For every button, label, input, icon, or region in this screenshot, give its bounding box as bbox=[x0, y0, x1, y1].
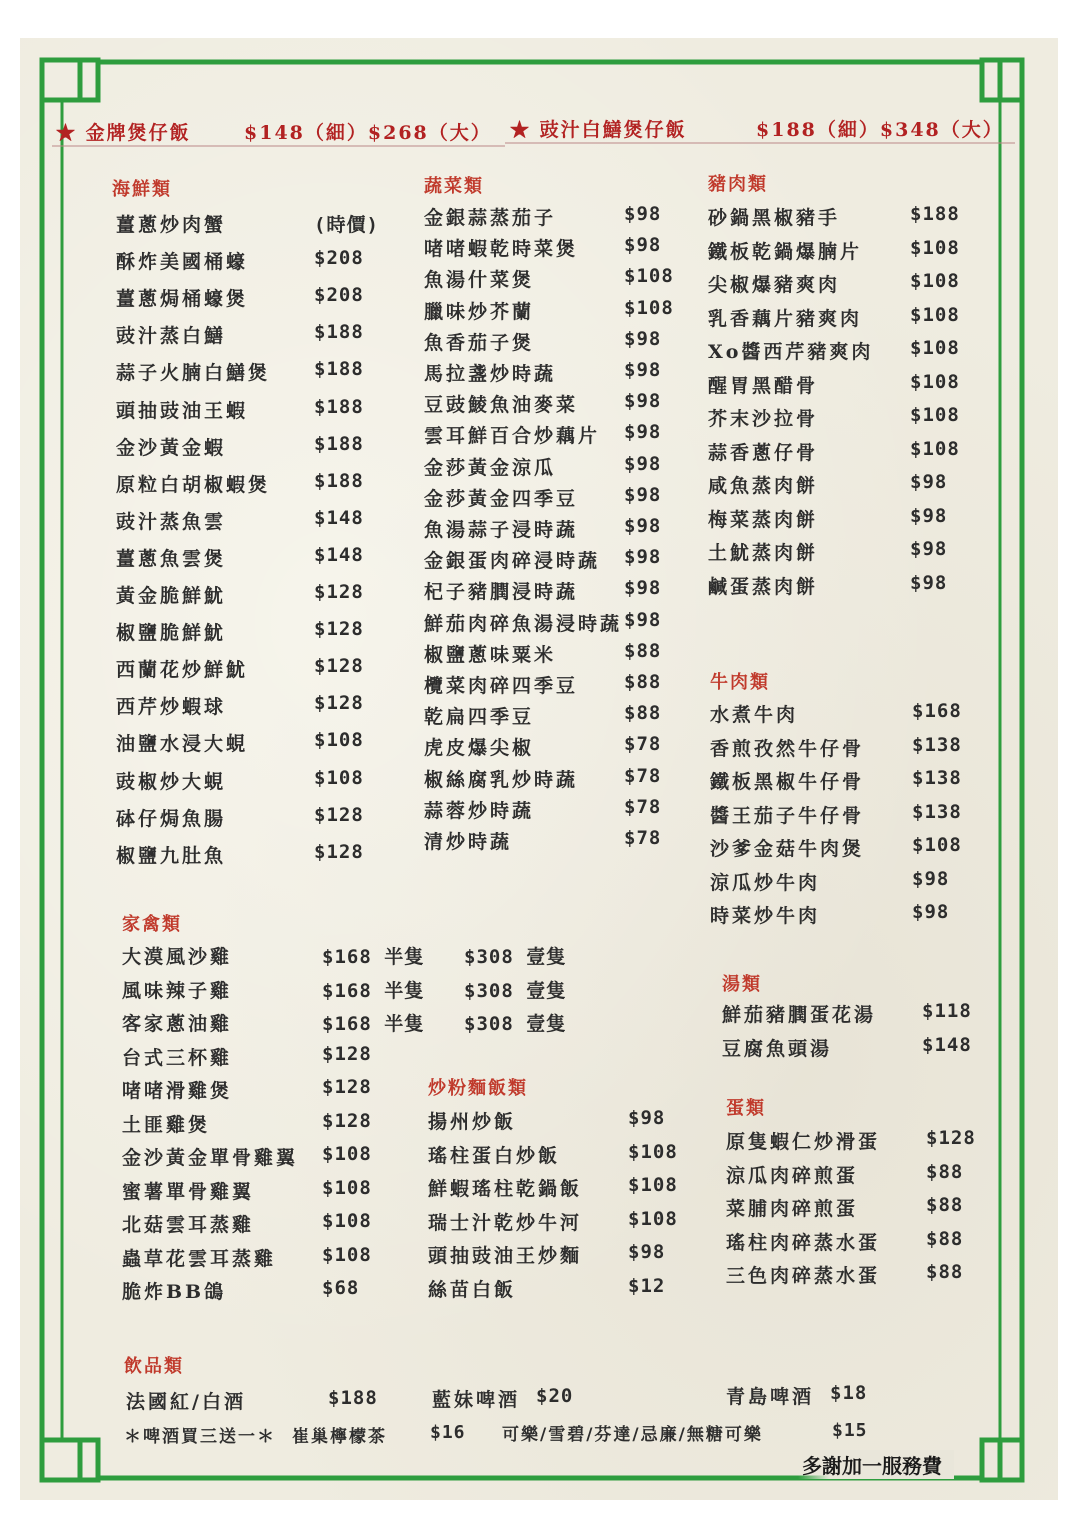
menu-item-name: 涼瓜肉碎煎蛋 bbox=[726, 1165, 859, 1187]
menu-item-price: $128 bbox=[322, 1110, 372, 1132]
menu-item-name: 鮮茄豬膶蛋花湯 bbox=[722, 1004, 877, 1026]
menu-item-name: 豉汁蒸魚雲 bbox=[116, 511, 227, 533]
menu-item-name: 揚州炒飯 bbox=[428, 1111, 517, 1133]
menu-item-price: $128 bbox=[314, 841, 364, 863]
menu-item-price: $88 bbox=[624, 671, 662, 693]
menu-item-price: $98 bbox=[624, 546, 662, 568]
menu-item-price: $188 bbox=[910, 203, 960, 225]
menu-item-price: $188 bbox=[314, 321, 364, 343]
menu-item-name: 金沙黃金單骨雞翼 bbox=[122, 1147, 299, 1169]
menu-item-name: 西蘭花炒鮮魷 bbox=[116, 659, 249, 681]
service-charge-note: 多謝加一服務費 bbox=[798, 1450, 954, 1479]
menu-item-price: $78 bbox=[624, 765, 662, 787]
menu-item-price: $98 bbox=[628, 1107, 666, 1129]
menu-item-name: 原粒白胡椒蝦煲 bbox=[116, 474, 271, 496]
menu-item-price: $128 bbox=[314, 581, 364, 603]
section-title-pork: 豬肉類 bbox=[708, 174, 768, 195]
drink-tea-name: 崔巢檸檬茶 bbox=[292, 1427, 387, 1447]
menu-item-price: $108 bbox=[910, 371, 960, 393]
menu-item-name: 醬王茄子牛仔骨 bbox=[710, 805, 865, 827]
menu-item-name: 香煎孜然牛仔骨 bbox=[710, 738, 865, 760]
menu-item-price: $88 bbox=[926, 1161, 964, 1183]
section-title-soup: 湯類 bbox=[722, 974, 762, 995]
header-item-2 bbox=[510, 115, 687, 142]
menu-item-name: 金莎黃金涼瓜 bbox=[424, 457, 557, 479]
menu-item-price-whole: $308 壹隻 bbox=[464, 946, 567, 968]
menu-item-name: 金銀蛋肉碎浸時蔬 bbox=[424, 550, 601, 572]
menu-item-name: 乾扁四季豆 bbox=[424, 706, 535, 728]
menu-item-name: 鐵板黑椒牛仔骨 bbox=[710, 771, 865, 793]
menu-item-price: $88 bbox=[926, 1228, 964, 1250]
drink-wine-price: $188 bbox=[328, 1387, 378, 1409]
drink-beer1-name: 藍妹啤酒 bbox=[432, 1389, 521, 1411]
menu-item-price: $108 bbox=[628, 1141, 678, 1163]
menu-item-name: 絲苗白飯 bbox=[428, 1279, 517, 1301]
menu-item-name: 砵仔焗魚腸 bbox=[116, 808, 227, 830]
menu-item-name: 清炒時蔬 bbox=[424, 831, 513, 853]
menu-item-name: 水煮牛肉 bbox=[710, 704, 799, 726]
menu-item-price: $168 半隻 bbox=[322, 980, 425, 1002]
drink-promo: ＊啤酒買三送一＊ bbox=[124, 1427, 276, 1447]
menu-item-price: $68 bbox=[322, 1277, 360, 1299]
menu-item-price: $128 bbox=[314, 618, 364, 640]
menu-item-name: 沙爹金菇牛肉煲 bbox=[710, 838, 865, 860]
menu-item-price: $108 bbox=[624, 265, 674, 287]
menu-item-name: 臘味炒芥蘭 bbox=[424, 301, 535, 323]
menu-item-price: $138 bbox=[912, 734, 962, 756]
menu-item-price: $98 bbox=[912, 901, 950, 923]
menu-item-price: $108 bbox=[910, 270, 960, 292]
menu-item-price: $118 bbox=[922, 1000, 972, 1022]
menu-item-price: $108 bbox=[314, 767, 364, 789]
menu-item-name: 金沙黃金蝦 bbox=[116, 437, 227, 459]
menu-item-price: $98 bbox=[912, 868, 950, 890]
menu-item-name: 鹹蛋蒸肉餅 bbox=[708, 576, 819, 598]
drink-wine-name: 法國紅/白酒 bbox=[126, 1391, 246, 1413]
menu-item-name: 尖椒爆豬爽肉 bbox=[708, 274, 841, 296]
menu-item-name: 涼瓜炒牛肉 bbox=[710, 872, 821, 894]
menu-item-name: 薑蔥焗桶蠔煲 bbox=[116, 288, 249, 310]
menu-item-price: $188 bbox=[314, 470, 364, 492]
menu-item-price: $78 bbox=[624, 796, 662, 818]
menu-item-price: $108 bbox=[322, 1177, 372, 1199]
section-title-eggs: 蛋類 bbox=[726, 1098, 766, 1119]
menu-item-name: 魚香茄子煲 bbox=[424, 332, 535, 354]
header-item-1-price: $148（細）$268（大） bbox=[244, 122, 492, 144]
menu-item-price: $208 bbox=[314, 284, 364, 306]
menu-item-name: 鐵板乾鍋爆腩片 bbox=[708, 241, 863, 263]
menu-item-name: 蟲草花雲耳蒸雞 bbox=[122, 1248, 277, 1270]
menu-item-price: $108 bbox=[912, 834, 962, 856]
menu-item-price: $128 bbox=[322, 1043, 372, 1065]
header-item-1 bbox=[56, 118, 191, 145]
menu-item-price: $108 bbox=[910, 304, 960, 326]
menu-item-name: 魚湯蒜子浸時蔬 bbox=[424, 519, 579, 541]
menu-item-price: $208 bbox=[314, 247, 364, 269]
menu-item-name: 瑤柱蛋白炒飯 bbox=[428, 1145, 561, 1167]
menu-item-price: $148 bbox=[314, 544, 364, 566]
menu-item-name: 椒絲腐乳炒時蔬 bbox=[424, 769, 579, 791]
menu-item-name: 金莎黃金四季豆 bbox=[424, 488, 579, 510]
menu-item-name: 薑蔥魚雲煲 bbox=[116, 548, 227, 570]
menu-item-price: $148 bbox=[922, 1034, 972, 1056]
menu-item-name: 咸魚蒸肉餅 bbox=[708, 475, 819, 497]
section-title-poultry: 家禽類 bbox=[122, 914, 182, 935]
menu-item-price: $98 bbox=[624, 421, 662, 443]
menu-item-price-whole: $308 壹隻 bbox=[464, 980, 567, 1002]
menu-item-price: (時價) bbox=[314, 214, 379, 236]
section-title-seafood: 海鮮類 bbox=[112, 179, 172, 200]
menu-item-name: 三色肉碎蒸水蛋 bbox=[726, 1265, 881, 1287]
menu-item-price: $108 bbox=[322, 1244, 372, 1266]
menu-item-price: $148 bbox=[314, 507, 364, 529]
menu-item-name: 椒鹽蔥味粟米 bbox=[424, 644, 557, 666]
menu-item-price: $128 bbox=[314, 692, 364, 714]
menu-item-price: $108 bbox=[910, 438, 960, 460]
menu-item-name: Xo醬西芹豬爽肉 bbox=[708, 341, 874, 363]
menu-item-name: 菜脯肉碎煎蛋 bbox=[726, 1198, 859, 1220]
menu-item-name: 砂鍋黑椒豬手 bbox=[708, 207, 841, 229]
menu-item-name: 馬拉盞炒時蔬 bbox=[424, 363, 557, 385]
menu-item-price: $88 bbox=[624, 640, 662, 662]
menu-item-name: 金銀蒜蒸茄子 bbox=[424, 207, 557, 229]
menu-item-name: 黃金脆鮮魷 bbox=[116, 585, 227, 607]
menu-item-name: 原隻蝦仁炒滑蛋 bbox=[726, 1131, 881, 1153]
menu-item-name: 欖菜肉碎四季豆 bbox=[424, 675, 579, 697]
menu-item-price: $98 bbox=[910, 471, 948, 493]
menu-item-price: $78 bbox=[624, 827, 662, 849]
menu-item-price: $108 bbox=[322, 1143, 372, 1165]
drink-soda-name: 可樂/雪碧/芬達/忌廉/無糖可樂 bbox=[502, 1425, 763, 1445]
drink-beer1-price: $20 bbox=[536, 1385, 574, 1407]
menu-item-price: $108 bbox=[624, 297, 674, 319]
menu-item-name: 瑞士汁乾炒牛河 bbox=[428, 1212, 583, 1234]
menu-item-price: $98 bbox=[624, 234, 662, 256]
menu-item-name: 芥末沙拉骨 bbox=[708, 408, 819, 430]
menu-item-price: $98 bbox=[624, 203, 662, 225]
menu-item-price: $98 bbox=[624, 484, 662, 506]
menu-item-price: $108 bbox=[910, 404, 960, 426]
menu-item-price: $98 bbox=[624, 609, 662, 631]
menu-item-price: $98 bbox=[624, 390, 662, 412]
menu-item-name: 脆炸BB鴿 bbox=[122, 1281, 227, 1303]
menu-item-price-whole: $308 壹隻 bbox=[464, 1013, 567, 1035]
menu-item-name: 油鹽水浸大蜆 bbox=[116, 733, 249, 755]
menu-item-name: 薑蔥炒肉蟹 bbox=[116, 214, 227, 236]
menu-item-price: $108 bbox=[910, 337, 960, 359]
menu-item-name: 啫啫蝦乾時菜煲 bbox=[424, 238, 579, 260]
menu-item-name: 土匪雞煲 bbox=[122, 1114, 211, 1136]
menu-item-price: $98 bbox=[624, 328, 662, 350]
drink-soda-price: $15 bbox=[832, 1420, 868, 1441]
menu-item-name: 鮮蝦瑤柱乾鍋飯 bbox=[428, 1178, 583, 1200]
menu-item-name: 客家蔥油雞 bbox=[122, 1013, 233, 1035]
header-item-2-price: $188（細）$348（大） bbox=[756, 119, 1004, 141]
menu-item-name: 豉汁蒸白鱔 bbox=[116, 325, 227, 347]
menu-item-name: 乳香藕片豬爽肉 bbox=[708, 308, 863, 330]
menu-item-price: $128 bbox=[322, 1076, 372, 1098]
menu-item-price: $188 bbox=[314, 433, 364, 455]
section-title-beef: 牛肉類 bbox=[710, 672, 770, 693]
menu-item-name: 魚湯什菜煲 bbox=[424, 269, 535, 291]
menu-item-price: $138 bbox=[912, 801, 962, 823]
menu-item-price: $128 bbox=[926, 1127, 976, 1149]
drink-beer2-name: 青島啤酒 bbox=[726, 1386, 815, 1408]
menu-item-price: $88 bbox=[926, 1194, 964, 1216]
star-icon: ★ bbox=[56, 122, 78, 144]
menu-item-price: $138 bbox=[912, 767, 962, 789]
menu-item-name: 大漠風沙雞 bbox=[122, 946, 233, 968]
menu-item-price: $188 bbox=[314, 396, 364, 418]
menu-item-price: $108 bbox=[628, 1174, 678, 1196]
menu-item-name: 鮮茄肉碎魚湯浸時蔬 bbox=[424, 613, 623, 635]
menu-item-name: 頭抽豉油王蝦 bbox=[116, 400, 249, 422]
menu-item-price: $108 bbox=[314, 729, 364, 751]
menu-item-name: 豆腐魚頭湯 bbox=[722, 1038, 833, 1060]
menu-item-price: $128 bbox=[314, 804, 364, 826]
menu-item-name: 豆豉鯪魚油麥菜 bbox=[424, 394, 579, 416]
menu-item-price: $98 bbox=[624, 453, 662, 475]
drink-beer2-price: $18 bbox=[830, 1382, 868, 1404]
menu-item-name: 梅菜蒸肉餅 bbox=[708, 509, 819, 531]
menu-item-name: 台式三杯雞 bbox=[122, 1047, 233, 1069]
menu-item-name: 雲耳鮮百合炒藕片 bbox=[424, 425, 601, 447]
section-title-noodles: 炒粉麵飯類 bbox=[428, 1078, 528, 1099]
menu-item-price: $98 bbox=[910, 572, 948, 594]
menu-item-name: 啫啫滑雞煲 bbox=[122, 1080, 233, 1102]
menu-item-name: 豉椒炒大蜆 bbox=[116, 771, 227, 793]
header-item-1-name: 金牌煲仔飯 bbox=[85, 122, 191, 144]
menu-item-name: 西芹炒蝦球 bbox=[116, 696, 227, 718]
section-title-vegetables: 蔬菜類 bbox=[424, 176, 484, 197]
menu-item-name: 頭抽豉油王炒麵 bbox=[428, 1245, 583, 1267]
menu-item-price: $168 半隻 bbox=[322, 946, 425, 968]
menu-item-price: $98 bbox=[910, 505, 948, 527]
menu-item-price: $108 bbox=[910, 237, 960, 259]
menu-item-price: $78 bbox=[624, 733, 662, 755]
menu-item-price: $98 bbox=[628, 1241, 666, 1263]
menu-item-price: $168 半隻 bbox=[322, 1013, 425, 1035]
menu-item-name: 蜜薯單骨雞翼 bbox=[122, 1181, 255, 1203]
menu-item-price: $12 bbox=[628, 1275, 666, 1297]
menu-item-price: $98 bbox=[624, 515, 662, 537]
menu-item-price: $188 bbox=[314, 358, 364, 380]
menu-item-price: $98 bbox=[624, 359, 662, 381]
menu-item-name: 瑤柱肉碎蒸水蛋 bbox=[726, 1232, 881, 1254]
menu-item-name: 醒胃黑醋骨 bbox=[708, 375, 819, 397]
menu-item-name: 虎皮爆尖椒 bbox=[424, 737, 535, 759]
menu-item-name: 風味辣子雞 bbox=[122, 980, 233, 1002]
section-title-drinks: 飲品類 bbox=[124, 1356, 184, 1377]
menu-item-name: 時菜炒牛肉 bbox=[710, 905, 821, 927]
menu-item-name: 酥炸美國桶蠔 bbox=[116, 251, 249, 273]
menu-item-price: $128 bbox=[314, 655, 364, 677]
menu-item-name: 蒜香蔥仔骨 bbox=[708, 442, 819, 464]
star-icon: ★ bbox=[510, 119, 532, 141]
menu-item-price: $168 bbox=[912, 700, 962, 722]
menu-item-name: 蒜子火腩白鱔煲 bbox=[116, 362, 271, 384]
drink-tea-price: $16 bbox=[430, 1422, 466, 1443]
menu-item-name: 蒜蓉炒時蔬 bbox=[424, 800, 535, 822]
menu-item-name: 杞子豬膶浸時蔬 bbox=[424, 581, 579, 603]
header-item-2-name: 豉汁白鱔煲仔飯 bbox=[539, 119, 687, 141]
menu-item-price: $108 bbox=[628, 1208, 678, 1230]
menu-item-name: 椒鹽脆鮮魷 bbox=[116, 622, 227, 644]
menu-item-price: $98 bbox=[910, 538, 948, 560]
menu-item-name: 北菇雲耳蒸雞 bbox=[122, 1214, 255, 1236]
menu-item-price: $108 bbox=[322, 1210, 372, 1232]
menu-item-name: 土魷蒸肉餅 bbox=[708, 542, 819, 564]
menu-item-price: $88 bbox=[926, 1261, 964, 1283]
menu-item-price: $88 bbox=[624, 702, 662, 724]
menu-item-price: $98 bbox=[624, 577, 662, 599]
menu-item-name: 椒鹽九肚魚 bbox=[116, 845, 227, 867]
